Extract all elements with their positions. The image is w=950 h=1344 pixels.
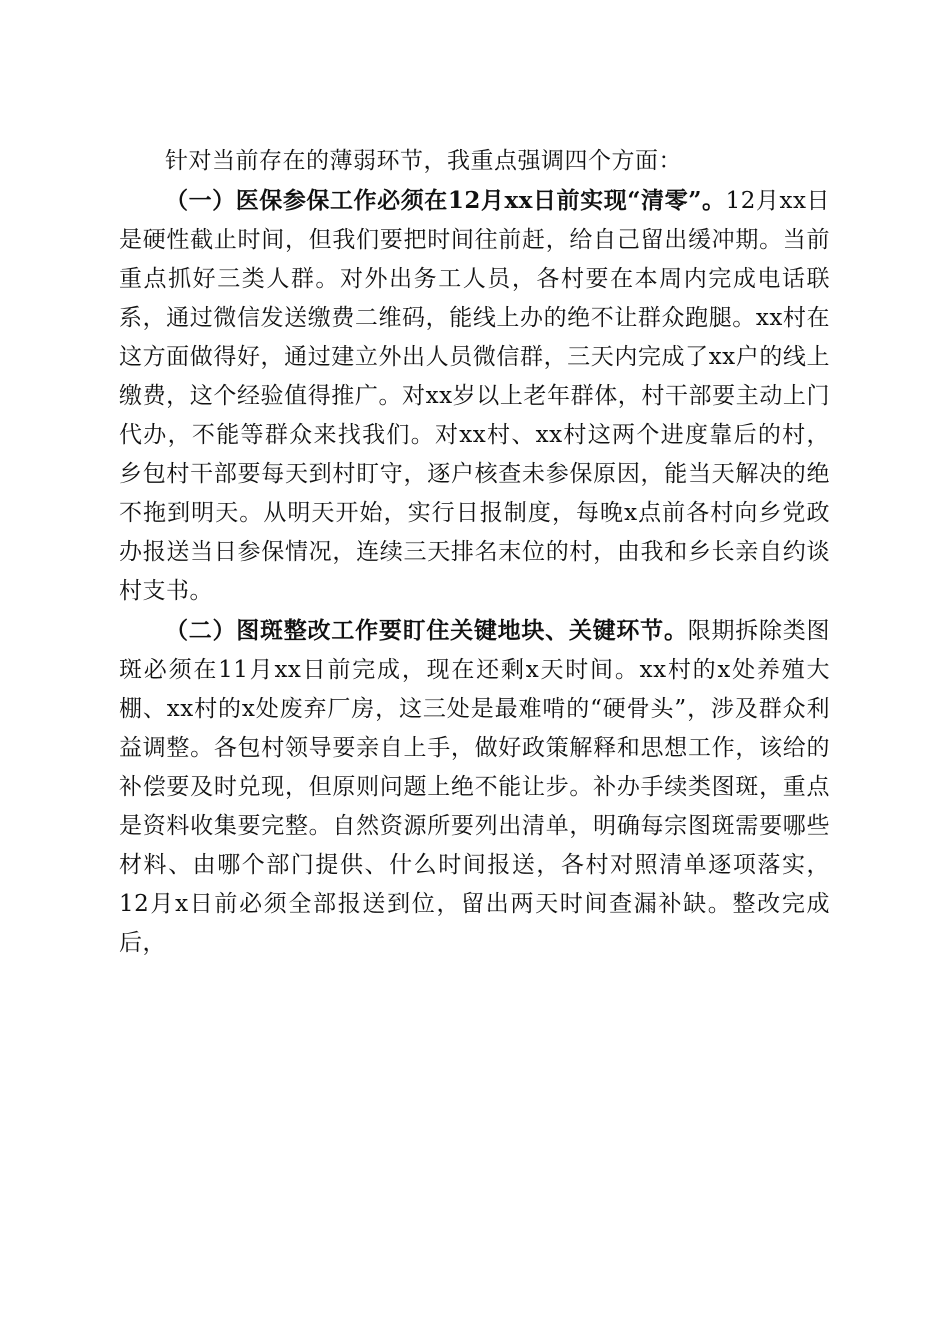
intro-paragraph: 针对当前存在的薄弱环节，我重点强调四个方面： [165,148,682,174]
section-2-heading: （二）图斑整改工作要盯住关键地块、关键环节。 [165,617,688,644]
section-2-paragraph [119,611,830,963]
section-2-text: 限期拆除类图斑必须在11月xx日前完成，现在还剩x天时间。xx村的x处养殖大棚、xx村的x处废弃厂房，这三处是最难啃的“硬骨头”，涉及群众利益调整。各包村领导要亲自上手，做好政策解释和思想工作，该给的补偿要及时兑现，但原则问题上绝不能让步。补办手续类图斑，重点是资料收集要完整。自然资源所要列出清单，明确每宗图斑需要哪些材料、由哪个部门提供、什么时间报送，各村对照清单逐项落实，12月x日前必须全部报送到位，留出两天时间查漏补缺。整改完成后， [119,618,831,956]
section-1-paragraph [119,181,830,611]
document-body [119,142,830,963]
section-1-text: 12月xx日是硬性截止时间，但我们要把时间往前赶，给自己留出缓冲期。当前重点抓好三类人群。对外出务工人员，各村要在本周内完成电话联系，通过微信发送缴费二维码，能线上办的绝不让群众跑腿。xx村在这方面做得好，通过建立外出人员微信群，三天内完成了xx户的线上缴费，这个经验值得推广。对xx岁以上老年群体，村干部要主动上门代办，不能等群众来找我们。对xx村、xx村这两个进度靠后的村，乡包村干部要每天到村盯守，逐户核查未参保原因，能当天解决的绝不拖到明天。从明天开始，实行日报制度，每晚x点前各村向乡党政办报送当日参保情况，连续三天排名末位的村，由我和乡长亲自约谈村支书。 [119,188,830,604]
section-1-heading: （一）医保参保工作必须在12月xx日前实现“清零”。 [165,187,726,214]
